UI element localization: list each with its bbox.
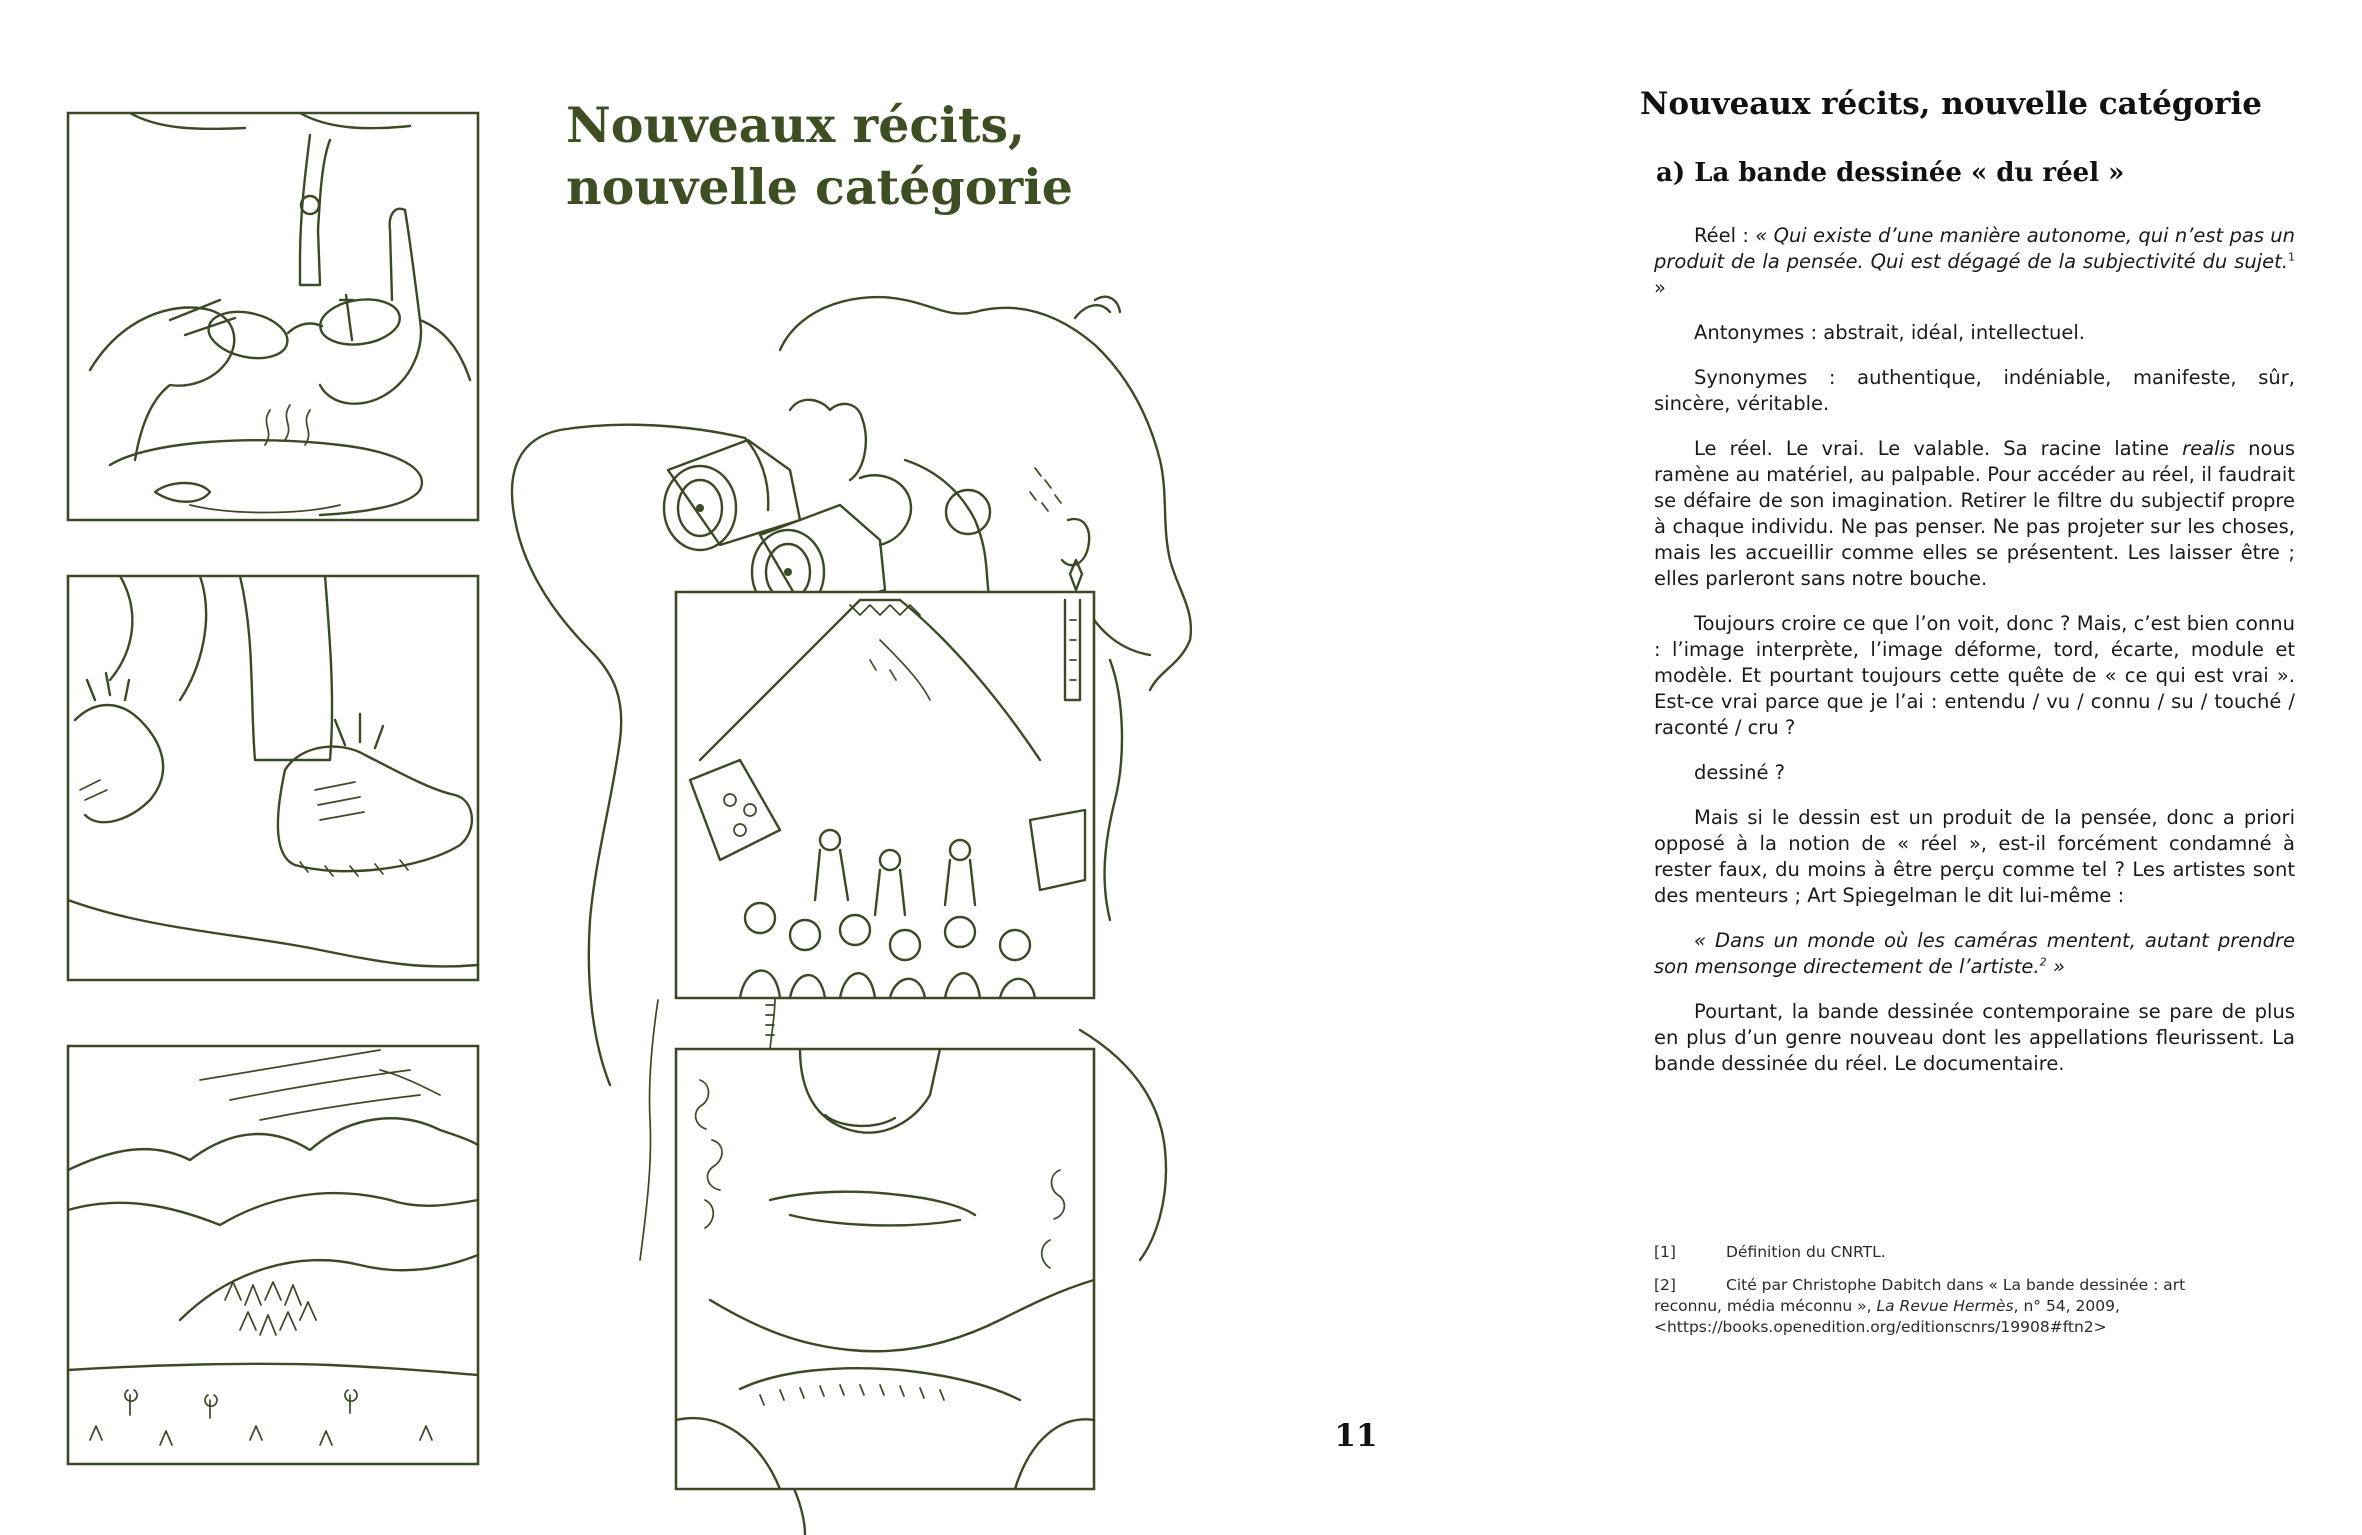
definition-lead: Réel :	[1694, 224, 1756, 247]
definition-quote: « Qui existe d’une manière autonome, qui n’est pas un produit de la pensée. Qui est dégagé de la subjectivité du sujet.	[1654, 224, 2295, 273]
spiegelman-quote: « Dans un monde où les caméras mentent, autant prendre son mensonge directement de l’artiste.	[1654, 929, 2295, 978]
footnote-2-journal: La Revue Hermès	[1876, 1297, 2014, 1315]
footnote-1	[1654, 1242, 2254, 1263]
footnote-2	[1654, 1275, 2254, 1338]
walking-boots-panel	[68, 576, 478, 980]
right-page	[1420, 0, 2362, 1535]
footnote-2-text-start: Cité par Christophe Dabitch dans « La bande dessinée : art reconnu, média méconnu »,	[1654, 1276, 2186, 1315]
paragraph-synonyms: Synonymes : authentique, indéniable, manifeste, sûr, sincère, véritable.	[1654, 366, 2295, 415]
paragraph-croire: Toujours croire ce que l’on voit, donc ? Mais, c’est bien connu : l’image interprète, l’image déforme, tord, écarte, module et modèle. Et pourtant toujours cette quête de « ce qui est vrai ». Est-ce vrai parce que je l’ai : entendu / vu / connu / su / touché / raconté / cru ?	[1654, 612, 2295, 739]
spiegelman-quote-close: »	[2046, 955, 2065, 978]
footnote-1-text: Définition du CNRTL.	[1726, 1243, 1886, 1261]
paragraph-spiegelman-quote	[1654, 928, 2295, 980]
chapter-title-line2: nouvelle catégorie	[566, 158, 1073, 216]
section-title: a) La bande dessinée « du réel »	[1656, 158, 2125, 188]
chapter-title	[566, 94, 1166, 218]
binoculars-illustration	[664, 440, 885, 614]
paragraph-reel	[1654, 436, 2295, 592]
paragraph-antonyms: Antonymes : abstrait, idéal, intellectuel.	[1694, 321, 2085, 344]
paragraph-reel-latin: realis	[2182, 437, 2236, 460]
paragraph-dessine: dessiné ?	[1694, 761, 1786, 784]
crowd-street-panel	[676, 592, 1094, 998]
footnote-ref-1: 1	[2288, 250, 2295, 264]
footnotes	[1654, 1242, 2254, 1350]
paragraph-pourtant: Pourtant, la bande dessinée contemporaine se pare de plus en plus d’un genre nouveau dont les appellations fleurissent. La bande dessinée du réel. Le documentaire.	[1654, 1000, 2295, 1075]
footnote-2-number: [2]	[1654, 1276, 1676, 1294]
footnote-1-number: [1]	[1654, 1243, 1676, 1261]
footnote-2-text-end: , n° 54, 2009, <https://books.openedition.org/editionscnrs/19908#ftn2>	[1654, 1297, 2120, 1336]
paragraph-definition	[1654, 223, 2295, 301]
definition-close: »	[1654, 276, 1666, 299]
smiling-face-panel	[676, 1049, 1094, 1489]
page-number: 11	[1334, 1418, 1378, 1454]
mountain-landscape-panel	[68, 1046, 478, 1464]
footnote-ref-2: 2	[2039, 955, 2047, 969]
hands-glasses-panel	[68, 113, 478, 520]
paragraph-dessin-pensee: Mais si le dessin est un produit de la pensée, donc a priori opposé à la notion de « réel », est-il forcément condamné à rester faux, du moins à être perçu comme tel ? Les artistes sont des menteurs ; Art Spiegelman le dit lui-même :	[1654, 806, 2295, 907]
paragraph-reel-start: Le réel. Le vrai. Le valable. Sa racine latine	[1694, 437, 2183, 460]
running-title: Nouveaux récits, nouvelle catégorie	[1640, 86, 2262, 122]
paragraph-reel-end: nous ramène au matériel, au palpable. Pour accéder au réel, il faudrait se défaire de son imagination. Retirer le filtre du subjectif propre à chaque individu. Ne pas penser. Ne pas projeter sur les choses, mais les accueillir comme elles se présentent. Les laisser être ; elles parleront sans notre bouche.	[1654, 437, 2295, 590]
chapter-title-line1: Nouveaux récits,	[566, 96, 1026, 154]
body-text	[1654, 223, 2295, 1096]
